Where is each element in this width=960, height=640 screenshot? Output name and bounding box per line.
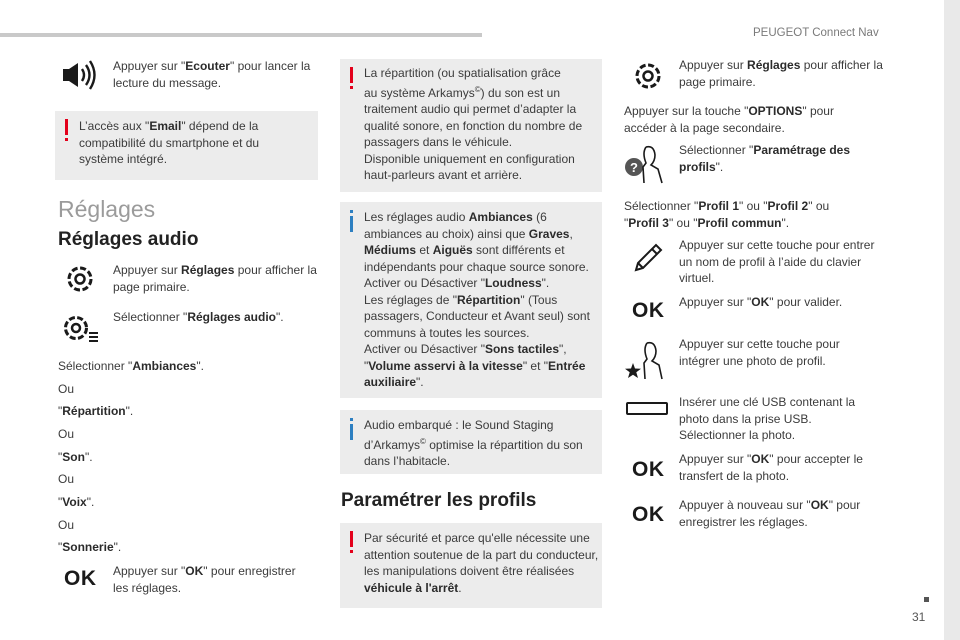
ambiances-line [58,358,204,375]
safety-warning-text [364,530,600,596]
text-fragment: Par sécurité et parce qu'elle nécessite une attention soutenue de la part du conducteur, les manipulations doivent être réalisées [364,531,599,578]
text-fragment: " [58,404,63,418]
repartition-warning-box [340,59,602,192]
page-dot [924,597,929,602]
sound-staging-text [364,417,596,470]
text-fragment: ". [276,310,284,324]
email-key: Email [149,119,182,133]
text-fragment: ". [715,159,724,174]
repartition-key: Répartition [62,404,126,418]
pencil-icon [630,240,666,276]
parametrage-key: Paramétrage des profils [679,143,851,174]
email-warning-box [55,111,318,180]
son-line [58,449,93,466]
text-fragment: Sélectionner " [679,143,754,157]
profil2-key: Profil 2 [767,199,809,213]
text-fragment: " et " [522,358,549,373]
profil1-key: Profil 1 [698,199,739,213]
ok-icon: OK [632,299,665,322]
text-fragment: optimise la répartition du son dans l’habitacle. [364,437,583,468]
ok-validate-text [679,294,889,311]
page-number: 31 [912,610,926,624]
text-line: traitement audio qui permet d’adapter la [364,102,577,116]
ok-save-text [113,563,313,596]
profil-select-text [624,198,854,231]
text-fragment: Activer ou Désactiver " [364,276,485,290]
text-fragment: ", " [364,342,567,373]
text-fragment: , [569,226,573,241]
text-fragment: pour afficher la page primaire. [679,58,883,89]
ou-line-1: Ou [58,382,75,396]
text-fragment: Appuyer à nouveau sur " [679,498,811,512]
safety-warning-box [340,523,602,608]
warning-icon [65,119,68,141]
ok-icon: OK [632,503,665,526]
gear-icon [630,58,666,94]
text-fragment: ) du son est un [480,85,560,100]
header-title: PEUGEOT Connect Nav [753,27,879,39]
text-fragment: et [416,243,433,257]
text-fragment: Appuyer sur la touche " [624,104,749,118]
ambiances-info-box [340,202,602,398]
text-fragment: ". [125,404,134,418]
repartition-key: Répartition [457,292,521,307]
text-fragment: Appuyer sur [113,263,182,277]
svg-text:?: ? [630,160,638,175]
text-fragment: ". [416,375,424,389]
info-icon [350,210,353,232]
text-fragment: " pour enregistrer les réglages. [679,498,861,529]
sons-tactiles-key: Sons tactiles [484,342,559,356]
options-text [624,103,854,136]
sidebar-strip [944,0,960,640]
text-fragment: " pour accéder à la page secondaire. [624,104,834,135]
text-fragment: ". [196,359,204,373]
warning-icon [350,67,353,89]
audio-step2-text [113,309,318,326]
text-fragment: Appuyer sur " [679,452,752,466]
usb-icon [626,402,668,415]
text-fragment: " ou " [624,199,830,230]
mediums-key: Médiums [364,243,417,257]
ok-save-final-text [679,497,889,530]
voix-key: Voix [62,495,87,509]
text-fragment: Sélectionner " [58,359,133,373]
ambiances-key: Ambiances [468,210,533,224]
copyright-mark: © [474,84,481,94]
son-key: Son [62,450,85,464]
text-fragment: ". [86,495,95,509]
text-fragment: Les réglages de " [364,292,457,307]
ok-key: OK [185,564,204,578]
pencil-text: Appuyer sur cette touche pour entrer un nom de profil à l’aide du clavier virtuel. [679,238,875,285]
text-fragment: . [458,580,462,595]
usb-text: Insérer une clé USB contenant la photo dans la prise USB. Sélectionner la photo. [679,395,856,442]
text-fragment: " ou " [739,199,768,213]
voix-line [58,494,94,511]
text-fragment: Les réglages audio [364,210,469,224]
text-fragment: " pour lancer la lecture du message. [113,59,311,90]
ambiances-key: Ambiances [132,359,197,373]
text-fragment: " [58,540,63,554]
text-fragment: Audio embarqué : le Sound Staging d’Arkamys [364,418,554,452]
repartition-line [58,403,133,420]
text-fragment: Sélectionner " [624,199,699,213]
audio-step1-text [113,262,318,295]
text-line: haut-parleurs avant et arrière. [364,168,523,182]
info-icon [350,418,353,440]
ou-line-4: Ou [58,518,75,532]
loudness-key: Loudness [484,276,542,290]
ok-transfer-text [679,451,889,484]
sound-staging-info-box [340,410,602,474]
text-fragment: ". [781,215,790,230]
reglages-audio-heading: Réglages audio [58,229,199,250]
text-fragment: " [58,450,63,464]
text-fragment: " pour enregistrer les réglages. [113,564,296,595]
ok-key: OK [810,498,829,512]
parametrage-text [679,142,879,175]
gear-icon [62,261,98,297]
speaker-icon [61,60,99,90]
reglages-heading: Réglages [58,196,156,222]
ok-key: OK [751,452,770,466]
email-warning-text [79,118,307,168]
gear-menu-icon [60,310,100,346]
text-fragment: " [58,495,63,509]
ok-icon: OK [632,458,665,481]
text-fragment: ". [113,540,122,554]
text-line: La répartition (ou spatialisation grâce [364,66,561,80]
profile-settings-icon [622,143,668,185]
text-line: passagers dans le véhicule. [364,135,513,149]
ecouter-text [113,58,313,91]
header-rule [0,33,482,37]
profil-commun-key: Profil commun [697,215,782,230]
sonnerie-key: Sonnerie [62,540,114,554]
entree-auxiliaire-key: Entrée auxiliaire [364,358,586,389]
text-fragment: " ou " [668,215,698,230]
repartition-warning-text [364,65,599,184]
text-fragment: Appuyer sur " [679,295,752,309]
text-fragment: Appuyer sur [679,58,748,72]
vehicule-arret-key: véhicule à l'arrêt [364,580,459,595]
text-line: qualité sonore, en fonction du nombre de [364,118,583,133]
reglages-audio-key: Réglages audio [187,310,276,324]
text-fragment: Activer ou Désactiver " [364,342,485,356]
profile-photo-icon [622,339,668,381]
text-fragment: sont différents et indépendants pour chaque source sonore. [364,243,589,274]
aigues-key: Aiguës [432,243,473,257]
reglages-step-text [679,57,884,90]
copyright-mark: © [420,436,426,446]
ecouter-key: Ecouter [185,59,230,73]
profil3-key: Profil 3 [628,215,669,230]
ok-icon: OK [64,567,97,590]
text-fragment: ". [84,450,93,464]
options-key: OPTIONS [748,104,803,118]
text-fragment: " dépend de la compatibilité du smartphone et du système intégré. [79,119,260,166]
reglages-key: Réglages [747,58,801,72]
text-fragment: " pour accepter le transfert de la photo. [679,452,863,483]
ou-line-2: Ou [58,427,75,441]
ok-key: OK [751,295,770,309]
text-fragment: " (Tous passagers, Conducteur et Avant seul) sont communs à toutes les sources. [364,292,590,340]
text-fragment: pour afficher la page primaire. [113,263,317,294]
text-fragment: ". [541,276,550,290]
ou-line-3: Ou [58,472,75,486]
sonnerie-line [58,539,121,556]
profils-heading: Paramétrer les profils [341,490,537,511]
text-fragment: Sélectionner " [113,310,188,324]
text-line [364,82,599,102]
text-fragment: " pour valider. [769,295,843,309]
text-line: Disponible uniquement en configuration [364,151,575,166]
photo-text: Appuyer sur cette touche pour intégrer une photo de profil. [679,337,840,368]
text-fragment: Appuyer sur " [113,564,186,578]
ambiances-info-text [364,209,599,391]
reglages-key: Réglages [181,263,235,277]
text-fragment: au système Arkamys [364,85,475,100]
text-fragment: L’accès aux " [79,119,150,133]
volume-asservi-key: Volume asservi à la vitesse [368,358,523,373]
text-fragment: Appuyer sur " [113,59,186,73]
text-fragment: (6 ambiances au choix) ainsi que [364,210,547,241]
warning-icon [350,531,353,553]
graves-key: Graves [528,226,570,241]
